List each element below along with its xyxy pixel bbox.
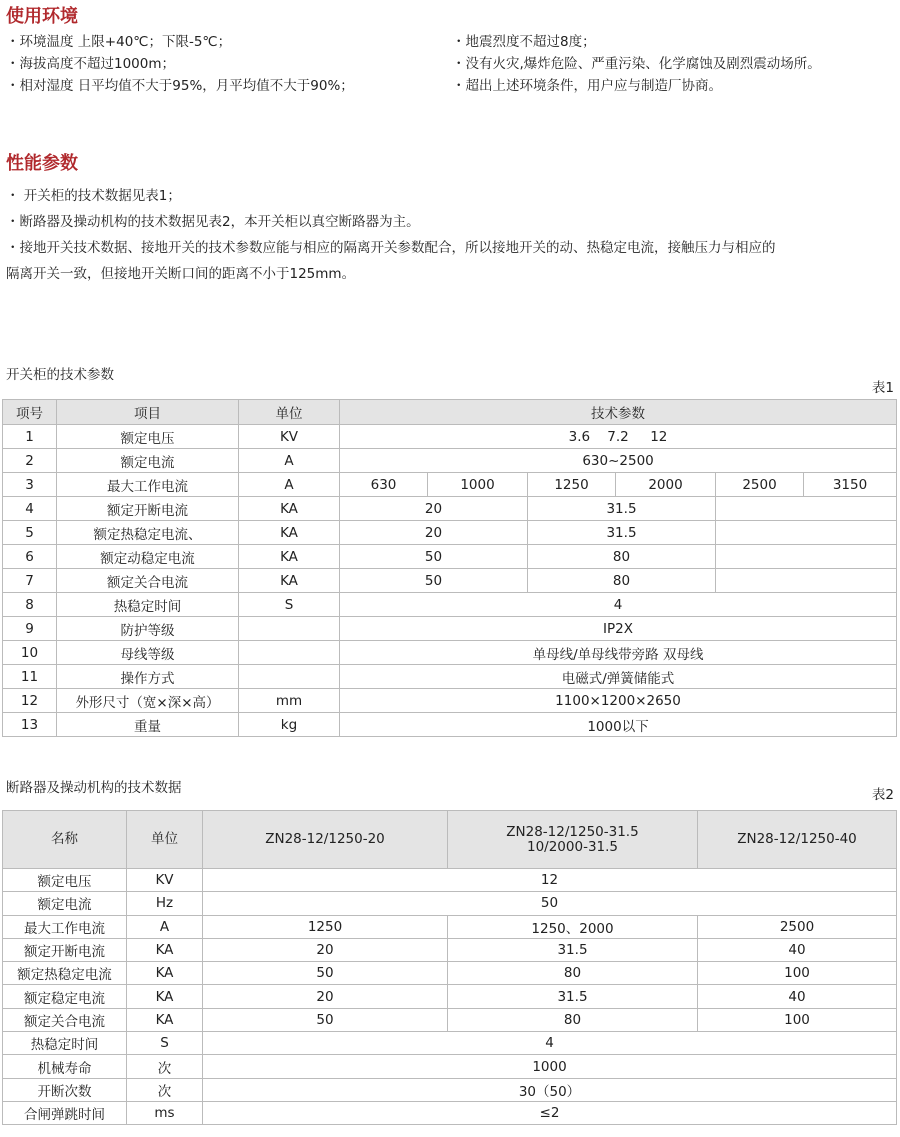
cell-item: 热稳定时间 — [57, 593, 239, 617]
cell-value: 2000 — [616, 473, 716, 497]
cell-value: 20 — [340, 497, 528, 521]
cell-name: 机械寿命 — [3, 1055, 127, 1078]
cell-item: 额定电流 — [57, 449, 239, 473]
cell-value: IP2X — [340, 617, 897, 641]
cell-unit — [239, 665, 340, 689]
cell-item: 最大工作电流 — [57, 473, 239, 497]
env-item: ・海拔高度不超过1000m； — [6, 56, 176, 72]
col-header: 名称 — [3, 811, 127, 869]
cell-value: 电磁式/弹簧储能式 — [340, 665, 897, 689]
cell-unit: KV — [127, 869, 203, 892]
col-header: 单位 — [127, 811, 203, 869]
cell-value: 80 — [448, 1008, 698, 1031]
performance-item: ・断路器及操动机构的技术数据见表2，本开关柜以真空断路器为主。 — [6, 214, 420, 230]
section-title-performance: 性能参数 — [6, 153, 78, 174]
cell-value: ≤2 — [203, 1101, 897, 1124]
cell-value: 3.6 7.2 12 — [340, 425, 897, 449]
col-header: 单位 — [239, 400, 340, 425]
cell-empty — [716, 569, 897, 593]
table2-caption: 断路器及操动机构的技术数据 — [6, 780, 182, 796]
table-row — [3, 869, 897, 892]
cell-value: 100 — [698, 962, 897, 985]
env-item: ・超出上述环境条件，用户应与制造厂协商。 — [452, 78, 722, 94]
table-row — [3, 985, 897, 1008]
cell-value: 1000以下 — [340, 713, 897, 737]
breaker-parameters-table — [2, 810, 897, 1125]
cell-value: 2500 — [716, 473, 804, 497]
cell-item: 额定关合电流 — [57, 569, 239, 593]
cell-value: 1250 — [528, 473, 616, 497]
cell-value: 80 — [528, 545, 716, 569]
performance-item: ・ 开关柜的技术数据见表1； — [6, 188, 181, 204]
cell-no: 1 — [3, 425, 57, 449]
cell-no: 10 — [3, 641, 57, 665]
cell-value: 4 — [203, 1032, 897, 1055]
cell-value: 1000 — [203, 1055, 897, 1078]
cell-value: 630 — [340, 473, 428, 497]
cell-no: 7 — [3, 569, 57, 593]
cell-value: 50 — [340, 545, 528, 569]
cell-unit: KA — [127, 985, 203, 1008]
cell-unit: KA — [239, 521, 340, 545]
env-item: ・没有火灾,爆炸危险、严重污染、化学腐蚀及剧烈震动场所。 — [452, 56, 821, 72]
env-list-right — [452, 31, 821, 97]
cell-unit: ms — [127, 1101, 203, 1124]
cell-value: 31.5 — [528, 521, 716, 545]
table-row — [3, 1032, 897, 1055]
table-row — [3, 962, 897, 985]
col-header: ZN28-12/1250-31.5 10/2000-31.5 — [448, 811, 698, 869]
cell-name: 热稳定时间 — [3, 1032, 127, 1055]
table-row — [3, 1101, 897, 1124]
env-item: ・地震烈度不超过8度； — [452, 34, 596, 50]
table-row — [3, 689, 897, 713]
cell-value: 50 — [203, 1008, 448, 1031]
table-row — [3, 641, 897, 665]
cell-no: 12 — [3, 689, 57, 713]
env-item: ・环境温度 上限+40℃；下限-5℃； — [6, 34, 232, 50]
table-row — [3, 617, 897, 641]
cell-item: 额定热稳定电流、 — [57, 521, 239, 545]
cell-unit: A — [239, 449, 340, 473]
cell-unit: 次 — [127, 1055, 203, 1078]
table-header-row — [3, 811, 897, 869]
env-item: ・相对湿度 日平均值不大于95%，月平均值不大于90%； — [6, 78, 354, 94]
cell-item: 防护等级 — [57, 617, 239, 641]
cell-value: 31.5 — [448, 985, 698, 1008]
cell-item: 重量 — [57, 713, 239, 737]
table1-caption: 开关柜的技术参数 — [6, 367, 114, 383]
table-row — [3, 665, 897, 689]
cell-unit: A — [239, 473, 340, 497]
cell-unit — [239, 617, 340, 641]
cell-value: 1250 — [203, 915, 448, 938]
table-row — [3, 521, 897, 545]
cell-empty — [716, 497, 897, 521]
performance-item: 隔离开关一致，但接地开关断口间的距离不小于125mm。 — [6, 266, 356, 282]
cell-value: 1000 — [428, 473, 528, 497]
col-header: ZN28-12/1250-40 — [698, 811, 897, 869]
cell-value: 4 — [340, 593, 897, 617]
cell-value: 20 — [340, 521, 528, 545]
performance-list — [6, 183, 776, 287]
cell-unit: A — [127, 915, 203, 938]
cell-unit: mm — [239, 689, 340, 713]
col-header: 项目 — [57, 400, 239, 425]
table2-tag: 表2 — [871, 787, 894, 803]
cell-item: 母线等级 — [57, 641, 239, 665]
cell-empty — [716, 545, 897, 569]
cell-name: 额定电流 — [3, 892, 127, 915]
table-header-row — [3, 400, 897, 425]
cell-unit: 次 — [127, 1078, 203, 1101]
cell-unit — [239, 641, 340, 665]
cell-unit: KA — [239, 569, 340, 593]
cell-value: 1250、2000 — [448, 915, 698, 938]
table-row — [3, 938, 897, 961]
cell-unit: KA — [239, 545, 340, 569]
switchgear-parameters-table — [2, 399, 897, 737]
cell-value: 20 — [203, 938, 448, 961]
col-header: 技术参数 — [340, 400, 897, 425]
table-row — [3, 915, 897, 938]
table1-tag: 表1 — [871, 380, 894, 396]
cell-unit: S — [127, 1032, 203, 1055]
table-row — [3, 1008, 897, 1031]
cell-value: 31.5 — [528, 497, 716, 521]
table-row — [3, 892, 897, 915]
cell-name: 最大工作电流 — [3, 915, 127, 938]
cell-unit: kg — [239, 713, 340, 737]
cell-no: 4 — [3, 497, 57, 521]
table-row — [3, 449, 897, 473]
cell-no: 2 — [3, 449, 57, 473]
cell-value: 20 — [203, 985, 448, 1008]
section-title-environment: 使用环境 — [6, 6, 78, 27]
cell-name: 额定电压 — [3, 869, 127, 892]
cell-unit: Hz — [127, 892, 203, 915]
cell-value: 31.5 — [448, 938, 698, 961]
cell-name: 额定开断电流 — [3, 938, 127, 961]
cell-value: 3150 — [804, 473, 897, 497]
table-row — [3, 1055, 897, 1078]
cell-no: 13 — [3, 713, 57, 737]
cell-value: 单母线/单母线带旁路 双母线 — [340, 641, 897, 665]
cell-item: 额定动稳定电流 — [57, 545, 239, 569]
cell-value: 30（50） — [203, 1078, 897, 1101]
cell-value: 12 — [203, 869, 897, 892]
cell-no: 6 — [3, 545, 57, 569]
cell-value: 50 — [340, 569, 528, 593]
cell-unit: KA — [127, 938, 203, 961]
cell-no: 5 — [3, 521, 57, 545]
cell-item: 额定电压 — [57, 425, 239, 449]
cell-item: 操作方式 — [57, 665, 239, 689]
table-row — [3, 713, 897, 737]
cell-value: 80 — [528, 569, 716, 593]
table-row — [3, 593, 897, 617]
cell-unit: KA — [239, 497, 340, 521]
cell-item: 外形尺寸（宽×深×高） — [57, 689, 239, 713]
cell-value: 1100×1200×2650 — [340, 689, 897, 713]
table-row — [3, 497, 897, 521]
cell-empty — [716, 521, 897, 545]
cell-name: 合闸弹跳时间 — [3, 1101, 127, 1124]
env-list-left — [6, 31, 354, 97]
cell-no: 9 — [3, 617, 57, 641]
cell-value: 2500 — [698, 915, 897, 938]
col-header: 项号 — [3, 400, 57, 425]
cell-value: 80 — [448, 962, 698, 985]
cell-name: 额定关合电流 — [3, 1008, 127, 1031]
cell-value: 100 — [698, 1008, 897, 1031]
cell-value: 50 — [203, 962, 448, 985]
table-row — [3, 545, 897, 569]
cell-name: 额定稳定电流 — [3, 985, 127, 1008]
table-row — [3, 425, 897, 449]
cell-name: 额定热稳定电流 — [3, 962, 127, 985]
cell-unit: KV — [239, 425, 340, 449]
cell-item: 额定开断电流 — [57, 497, 239, 521]
cell-value: 40 — [698, 985, 897, 1008]
cell-unit: KA — [127, 1008, 203, 1031]
cell-value: 40 — [698, 938, 897, 961]
cell-name: 开断次数 — [3, 1078, 127, 1101]
table-row — [3, 1078, 897, 1101]
table-row — [3, 569, 897, 593]
cell-no: 3 — [3, 473, 57, 497]
cell-unit: S — [239, 593, 340, 617]
cell-value: 50 — [203, 892, 897, 915]
performance-item: ・接地开关技术数据、接地开关的技术参数应能与相应的隔离开关参数配合，所以接地开关的动、热稳定电流，接触压力与相应的 — [6, 240, 776, 256]
cell-unit: KA — [127, 962, 203, 985]
cell-value: 630~2500 — [340, 449, 897, 473]
col-header: ZN28-12/1250-20 — [203, 811, 448, 869]
cell-no: 11 — [3, 665, 57, 689]
table-row — [3, 473, 897, 497]
cell-no: 8 — [3, 593, 57, 617]
